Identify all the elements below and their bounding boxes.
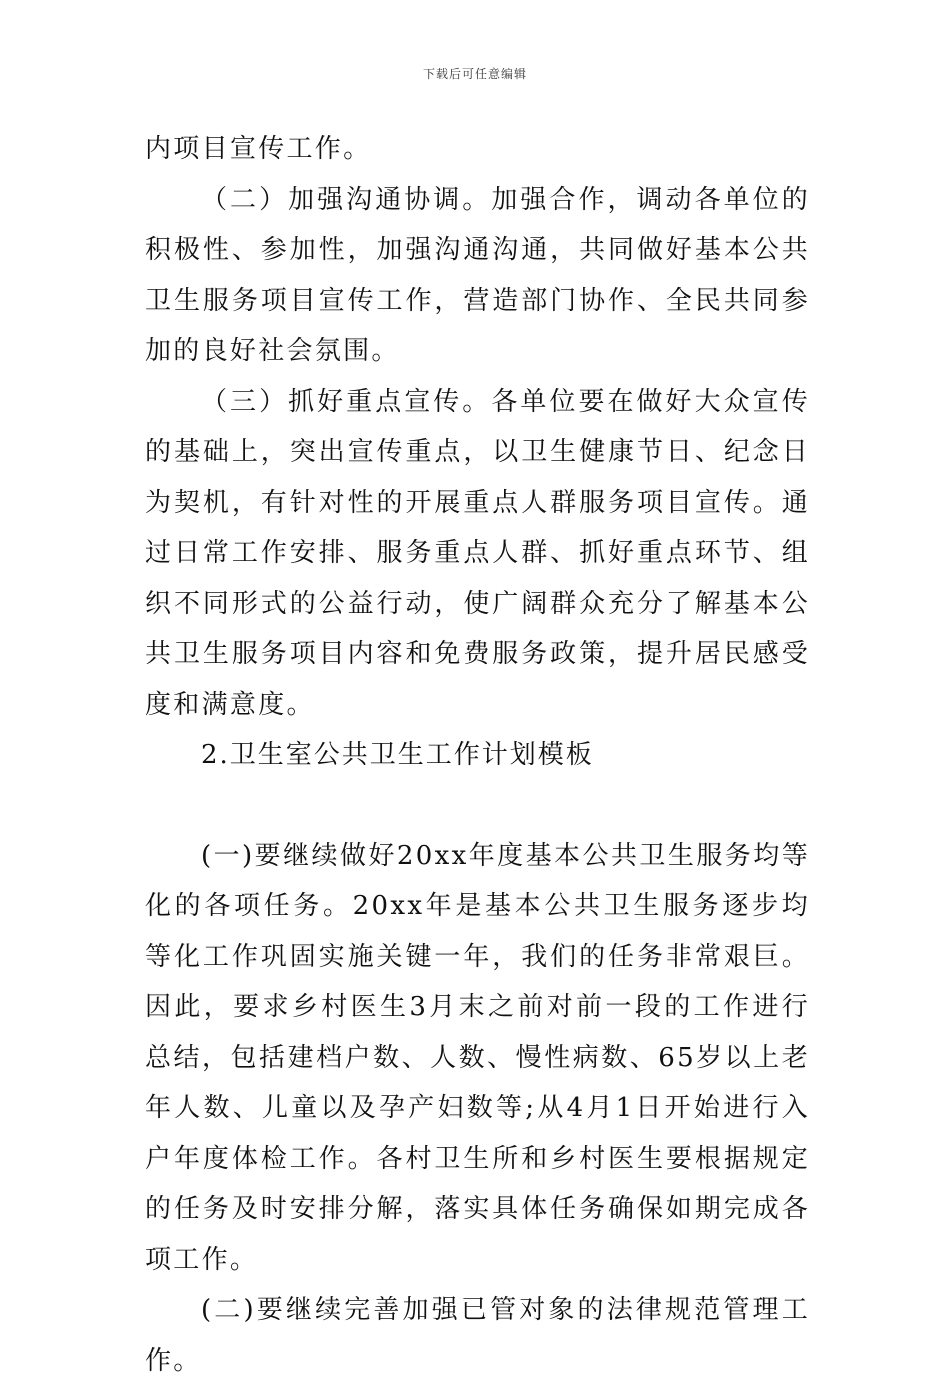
- paragraph-management: (二)要继续完善加强已管对象的法律规范管理工作。: [145, 1295, 810, 1376]
- section-heading: 2.卫生室公共卫生工作计划模板: [201, 740, 594, 770]
- page-header: 下载后可任意编辑: [422, 67, 527, 81]
- paragraph-equalization-tasks: (一)要继续做好20xx年度基本公共卫生服务均等化的各项任务。20xx年是基本公共卫生服务逐步均等化工作巩固实施关键一年，我们的任务非常艰巨。因此，要求乡村医生3月末之前对前一段的工作进行总结，包括建档户数、人数、慢性病数、65岁以上老年人数、儿童以及孕产妇数等;从4月1日开始进行入户年度体检工作。各村卫生所和乡村医生要根据规定的任务及时安排分解，落实具体任务确保如期完成各项工作。: [145, 840, 810, 1275]
- paragraph-continuation: 内项目宣传工作。: [145, 134, 372, 164]
- document-body: [145, 124, 810, 1386]
- blank-line: [145, 781, 810, 831]
- paragraph-communication: （二）加强沟通协调。加强合作，调动各单位的积极性、参加性，加强沟通沟通，共同做好基本公共卫生服务项目宣传工作，营造部门协作、全民共同参加的良好社会氛围。: [145, 184, 810, 366]
- paragraph-key-publicity: （三）抓好重点宣传。各单位要在做好大众宣传的基础上，突出宣传重点，以卫生健康节日、纪念日为契机，有针对性的开展重点人群服务项目宣传。通过日常工作安排、服务重点人群、抓好重点环节、组织不同形式的公益行动，使广阔群众充分了解基本公共卫生服务项目内容和免费服务政策，提升居民感受度和满意度。: [145, 386, 810, 720]
